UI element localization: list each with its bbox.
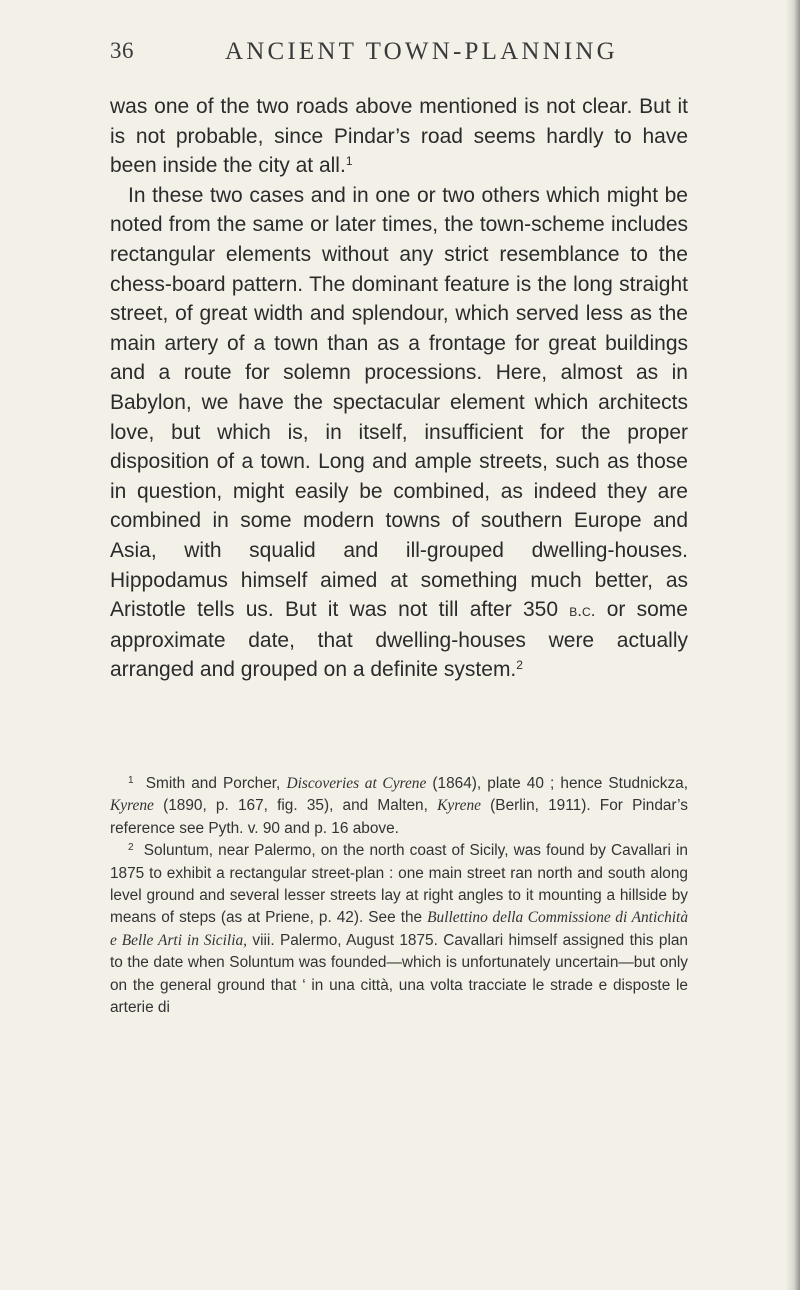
paragraph-2-text-b: or some approximate date, that dwelling-houses were actually arranged and grouped on a definite system. — [110, 598, 688, 682]
page-edge-shadow — [786, 0, 800, 1290]
footnote-1-title-1: Discoveries at Cyrene — [286, 775, 427, 792]
footnote-2-mark: 2 — [128, 842, 134, 854]
main-text — [110, 92, 688, 685]
footnote-2-title: Bullettino della Commissione di Antichità e Belle Arti in Sicilia, — [110, 909, 689, 949]
footnote-1-text-b: (1864), plate 40 ; hence Studnickza, — [432, 775, 688, 792]
footnote-ref-1: 1 — [345, 154, 353, 169]
paragraph-2-text-a: In these two cases and in one or two others which might be noted from the same or later times, the town-scheme includes rectangular elements without any strict resemblance to the chess-board pattern. The dominant feature is the long straight street, of great width and splendour, which served less as the main artery of a town than as a frontage for great buildings and a route for solemn processions. Here, almost as in Babylon, we have the spectacular element which architects love, but which is, in itself, insufficient for the proper disposition of a town. Long and ample streets, such as those in question, might easily be combined, as indeed they are combined in some modern towns of southern Europe and Asia, with squalid and ill-grouped dwelling-houses. Hippodamus himself aimed at something much better, as Aristotle tells us. But it was not till after 350 — [110, 183, 688, 622]
paragraph-2 — [110, 181, 688, 685]
footnote-1-title-3: Kyrene — [437, 797, 481, 815]
footnote-1-text-d: (Berlin, 1911). For Pindar’s reference see Pyth. v. 90 and p. 16 above. — [110, 797, 688, 837]
footnote-ref-2: 2 — [516, 658, 523, 673]
footnote-2-text-a: Soluntum, near Palermo, on the north coast of Sicily, was found by Cavallari in 1875 to exhibit a rectangular street-plan : one main street ran north and south along level ground and several lesser streets lay at right angles to it mounting a hillside by means of steps (as at Priene, p. 42). See the — [110, 842, 688, 927]
footnotes — [110, 773, 688, 1019]
page-number: 36 — [110, 38, 134, 63]
footnote-1-text-a: Smith and Porcher, — [145, 775, 281, 792]
footnote-1 — [110, 773, 688, 840]
running-head: ANCIENT TOWN-PLANNING — [225, 38, 618, 65]
footnote-2 — [110, 840, 688, 1019]
footnote-1-text-c: (1890, p. 167, fig. 35), and Malten, — [163, 797, 428, 815]
page-header — [110, 38, 710, 78]
footnote-1-mark: 1 — [128, 775, 134, 786]
paragraph-1 — [110, 92, 688, 181]
era-abbrev: b.c. — [569, 601, 596, 621]
footnote-1-title-2: Kyrene — [110, 797, 154, 815]
footnote-2-text-b: viii. Palermo, August 1875. Cavallari himself assigned this plan to the date when Soluntum was founded—which is unfortunately uncertain—but only on the general ground that ‘ in una città, una volta tracciate le strade e disposte le arterie di — [110, 931, 688, 1017]
paragraph-1-text: was one of the two roads above mentioned is not clear. But it is not probable, since Pindar’s road seems hardly to have been inside the city at all. — [110, 95, 688, 178]
